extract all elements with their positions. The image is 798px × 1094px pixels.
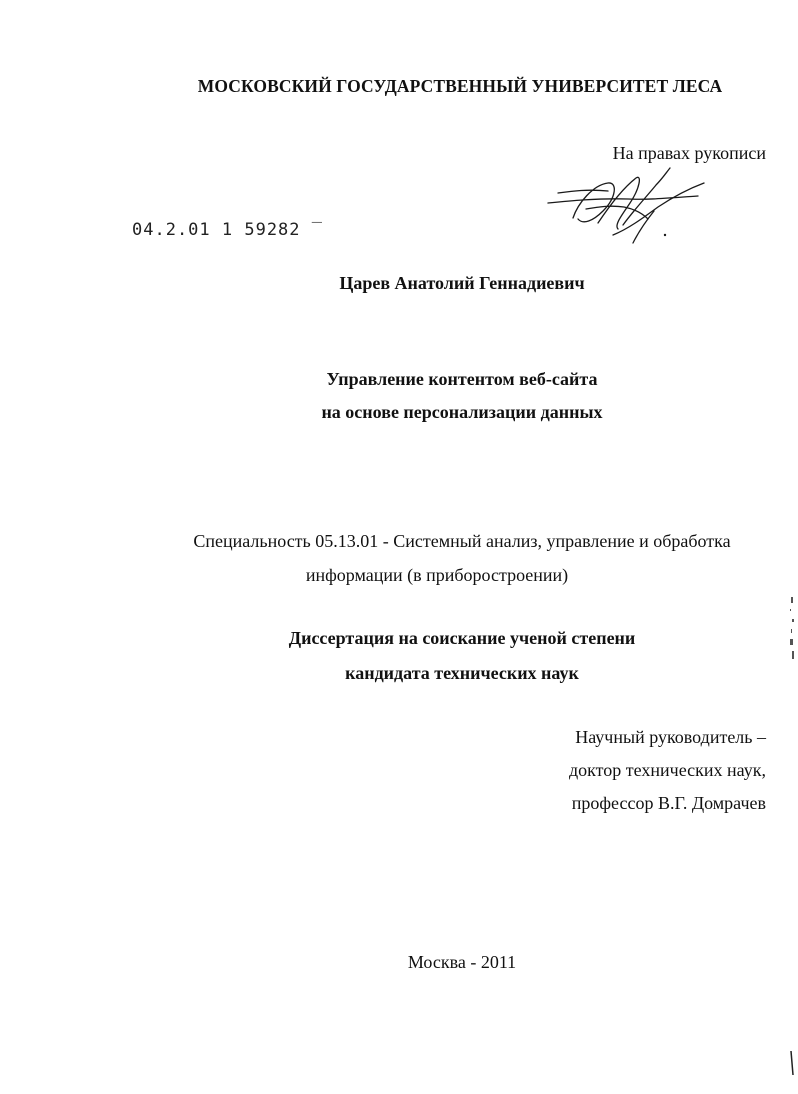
supervisor-line-1: Научный руководитель – xyxy=(575,727,766,747)
university-name: МОСКОВСКИЙ ГОСУДАРСТВЕННЫЙ УНИВЕРСИТЕТ ЛЕСА xyxy=(197,76,723,96)
thesis-title-line-2: на основе персонализации данных xyxy=(321,402,603,422)
degree-line-1: Диссертация на соискание ученой степени xyxy=(288,628,636,648)
thesis-title-line-1: Управление контентом веб-сайта xyxy=(326,369,598,389)
scan-edge-artifact xyxy=(788,595,796,665)
scan-edge-line xyxy=(788,1050,796,1076)
author-name: Царев Анатолий Геннадиевич xyxy=(339,273,585,293)
city-year: Москва - 2011 xyxy=(407,952,517,972)
specialty-line-2: информации (в приборостроении) xyxy=(305,565,569,585)
supervisor-line-3: профессор В.Г. Домрачев xyxy=(571,793,766,813)
specialty-line-1: Специальность 05.13.01 - Системный анализ, управление и обработка xyxy=(193,531,731,551)
catalog-number: 04.2.01 1 59282 ‾ xyxy=(132,220,323,240)
degree-line-2: кандидата технических наук xyxy=(345,663,579,683)
author-signature xyxy=(538,163,718,248)
manuscript-rights-note: На правах рукописи xyxy=(612,143,766,163)
supervisor-line-2: доктор технических наук, xyxy=(569,760,766,780)
